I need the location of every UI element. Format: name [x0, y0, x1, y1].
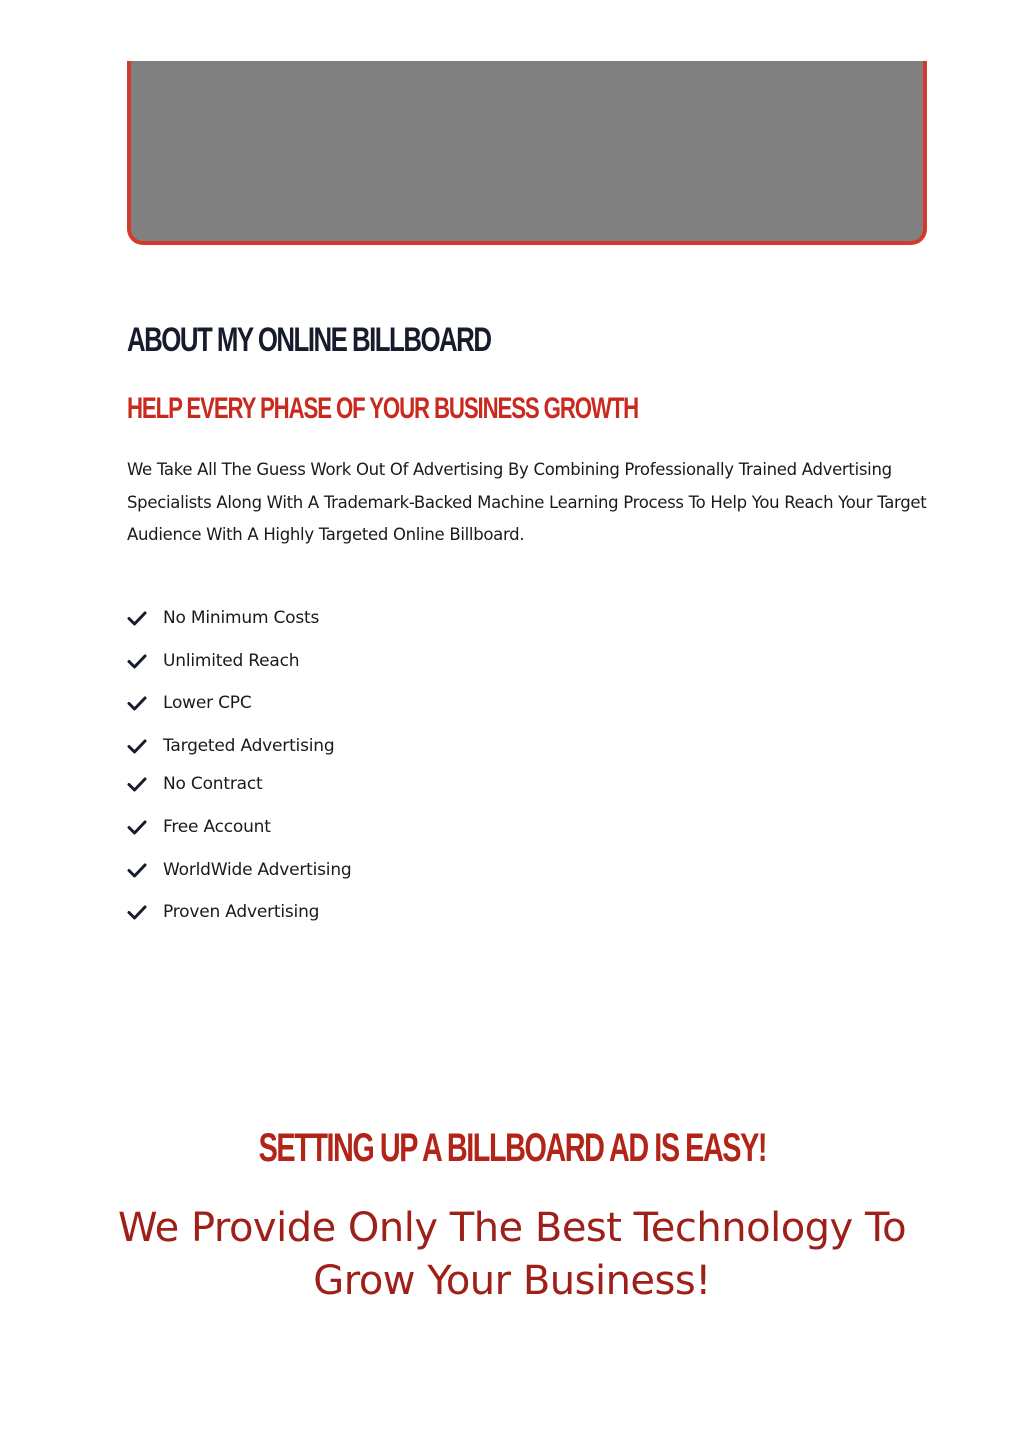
- feature-item: [127, 900, 320, 924]
- check-icon: [127, 817, 147, 837]
- check-icon: [127, 693, 147, 713]
- feature-label: Unlimited Reach: [163, 651, 300, 671]
- check-icon: [127, 736, 147, 756]
- cta-heading: SETTING UP A BILLBOARD AD IS EASY!: [258, 1126, 766, 1170]
- about-subtitle: HELP EVERY PHASE OF YOUR BUSINESS GROWTH: [127, 392, 639, 425]
- feature-label: No Minimum Costs: [163, 608, 320, 628]
- feature-label: No Contract: [163, 774, 263, 794]
- check-icon: [127, 608, 147, 628]
- check-icon: [127, 902, 147, 922]
- feature-label: Targeted Advertising: [163, 736, 335, 756]
- check-icon: [127, 774, 147, 794]
- video-placeholder: [127, 61, 927, 245]
- feature-label: WorldWide Advertising: [163, 860, 352, 880]
- check-icon: [127, 860, 147, 880]
- feature-item: [127, 734, 335, 758]
- check-icon: [127, 651, 147, 671]
- feature-item: [127, 772, 263, 796]
- about-description: We Take All The Guess Work Out Of Advertising By Combining Professionally Trained Advertising Specialists Along With A Trademark-Backed Machine Learning Process To Help You Reach Your Target Audience With A Highly Targeted Online Billboard.: [127, 460, 927, 544]
- about-title: ABOUT MY ONLINE BILLBOARD: [127, 321, 491, 359]
- feature-item: [127, 815, 271, 839]
- feature-label: Free Account: [163, 817, 271, 837]
- cta-heading-block: [0, 1124, 1024, 1172]
- feature-item: [127, 649, 300, 673]
- cta-tagline: We Provide Only The Best Technology To Grow Your Business!: [117, 1205, 907, 1304]
- feature-item: [127, 691, 252, 715]
- feature-item: [127, 606, 320, 630]
- feature-label: Proven Advertising: [163, 902, 320, 922]
- feature-label: Lower CPC: [163, 693, 252, 713]
- feature-item: [127, 858, 352, 882]
